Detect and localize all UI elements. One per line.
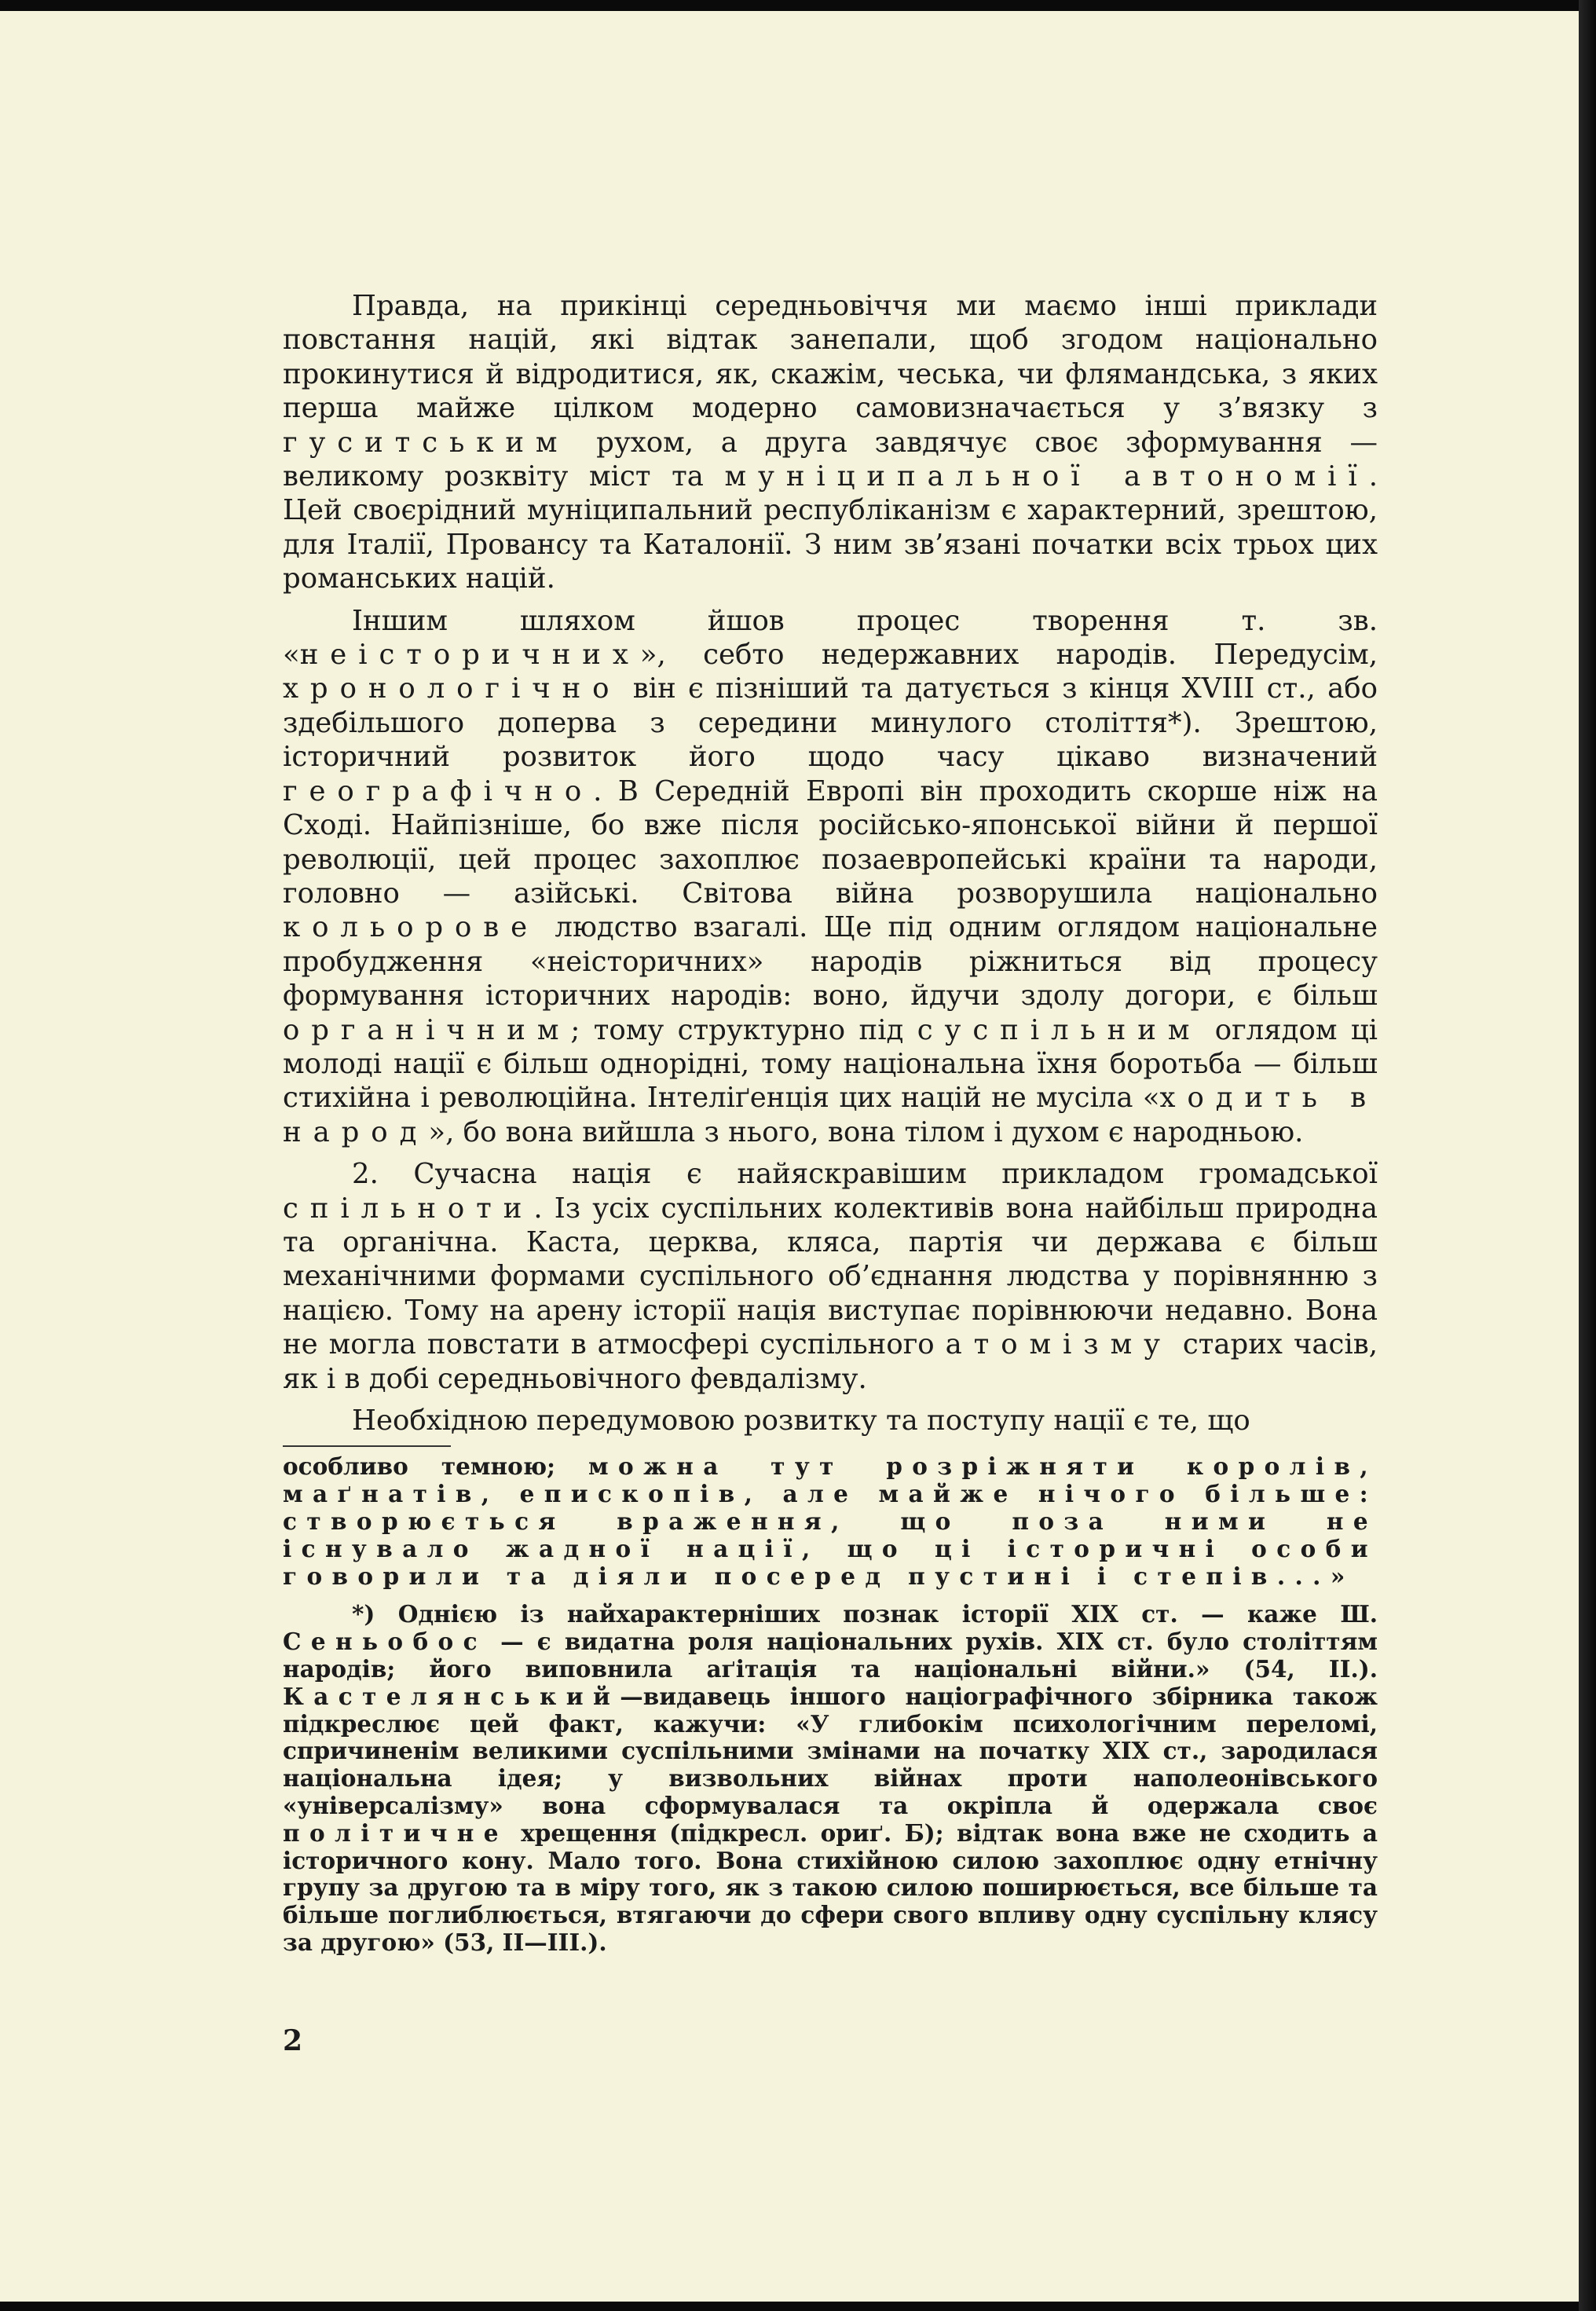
- text-run: Правда, на прикінці середньовіччя ми маємо інші приклади повстання націй, які відтак занепали, щоб згодом національно прокинутися й відродитися, як, скажім, чеська, чи флямандська, з яких перша майже цілком модерно самовизначається у з’вязку з: [283, 290, 1378, 425]
- paragraph: [283, 604, 1378, 1150]
- text-run: — є видатна роля національних рухів. XIX ст. було століттям народів; його виповнила аґітація та національні війни.» (54, II.).: [283, 1628, 1378, 1683]
- spaced-emphasis: суспільним: [917, 1013, 1202, 1046]
- page-number: 2: [283, 2024, 303, 2057]
- footnote-divider: [283, 1445, 451, 1447]
- text-run: рухом, а друга завдячує своє зформування — великому розквіту міст та: [283, 426, 1378, 493]
- spaced-emphasis: муніципальної автономії: [724, 460, 1369, 493]
- footnote-continuation: [283, 1453, 1378, 1590]
- text-run: Необхідною передумовою розвитку та поступу нації є те, що: [352, 1405, 1250, 1437]
- spaced-emphasis: органічним: [283, 1013, 571, 1046]
- spaced-emphasis: географічно: [283, 775, 594, 808]
- text-run: ; тому структурно під: [570, 1013, 917, 1046]
- text-run: оглядом ці молоді нації є більш однорідні, тому національна їхня боротьба — більш стихійна і революційна. Інтеліґенція цих націй не мусіла «: [283, 1013, 1378, 1115]
- spaced-emphasis: атомізму: [945, 1328, 1172, 1361]
- spaced-emphasis: можна тут розріжняти королів, маґнатів, епископів, але майже нічого більше: створюється враження, що поза ними не існувало жадної нації, що ці історичні особи говорили та діяли посеред пустині і степів...: [283, 1452, 1378, 1590]
- text-run: », себто недержавних народів. Передусім,: [639, 639, 1378, 672]
- text-run: *) Однією із найхарактерніших познак історії XIX ст. — каже Ш.: [352, 1600, 1378, 1628]
- text-run: »: [1330, 1562, 1345, 1590]
- spaced-emphasis: хронологічно: [283, 672, 621, 705]
- body-text: [283, 289, 1378, 1957]
- page-edge-shadow: [1579, 0, 1596, 2311]
- spaced-emphasis: кольорове: [283, 911, 540, 944]
- text-run: Іншим шляхом йшов процес творення т. зв. «: [283, 604, 1378, 672]
- spaced-emphasis: Сеньобос: [283, 1628, 487, 1656]
- text-run: він є пізніший та датується з кінця XVIII ст., або здебільшого доперва з середини минулого століття*). Зрештою, історичний розвиток його щодо часу цікаво визначений: [283, 672, 1378, 774]
- text-run: людство взагалі. Ще під одним оглядом національне пробудження «неісторичних» народів ріжниться від процесу формування історичних народів: воно, йдучи здолу догори, є більш: [283, 911, 1378, 1013]
- text-run: . Із усіх суспільних колективів вона найбільш природна та органічна. Каста, церква, кляса, партія чи держава є більш механічними формами суспільного об’єднання людства у порівнянню з нацією. Тому на арену історії нація виступає порівнюючи недавно. Вона не могла повстати в атмосфері суспільного: [283, 1192, 1378, 1361]
- text-run: . Цей своєрідний муніципальний республіканізм є характерний, зрештою, для Італії, Провансу та Каталонії. З ним зв’язані початки всіх трьох цих романських націй.: [283, 460, 1378, 595]
- text-run: особливо темною;: [283, 1452, 588, 1481]
- footnote: [283, 1601, 1378, 1956]
- text-run: —видавець іншого націографічного збірника також підкреслює цей факт, кажучи: «У глибокім психологічним переломі, спричиненім великими суспільними змінами на початку XIX ст., зародилася національна ідея; у визвольних війнах проти наполеонівського «універсалізму» вона сформувалася та окріпла й одержала своє: [283, 1682, 1378, 1819]
- text-run: 2. Сучасна нація є найяскравішим прикладом громадської: [352, 1158, 1378, 1191]
- footnotes: [283, 1453, 1378, 1956]
- text-run: . В Середній Европі він проходить скорше ніж на Сході. Найпізніше, бо вже після російсько-японської війни й першої революції, цей процес захоплює позаевропейські країни та народи, головно — азійські. Світова війна розворушила національно: [283, 775, 1378, 910]
- paragraph: [283, 1404, 1378, 1438]
- paragraph: [283, 289, 1378, 596]
- text-run: », бо вона вийшла з нього, вона тілом і духом є народньою.: [428, 1115, 1304, 1148]
- spaced-emphasis: політичне: [283, 1818, 508, 1847]
- spaced-emphasis: ходить в народ: [283, 1082, 1378, 1148]
- spaced-emphasis: гуситським: [283, 426, 569, 459]
- spaced-emphasis: спільноти: [283, 1192, 534, 1225]
- spaced-emphasis: неісторичних: [299, 639, 640, 672]
- spaced-emphasis: Кастелянський: [283, 1682, 620, 1710]
- text-run: хрещення (підкресл. ориґ. Б); відтак вона вже не сходить а історичного кону. Мало того. Вона стихійною силою захоплює одну етнічну групу за другою та в міру того, як з такою силою поширюється, все більше та більше поглиблюється, втягаючи до сфери свого впливу одну суспільну клясу за другою» (53, II—III.).: [283, 1818, 1378, 1956]
- paragraph: [283, 1157, 1378, 1396]
- text-run: старих часів, як і в добі середньовічного февдалізму.: [283, 1328, 1378, 1395]
